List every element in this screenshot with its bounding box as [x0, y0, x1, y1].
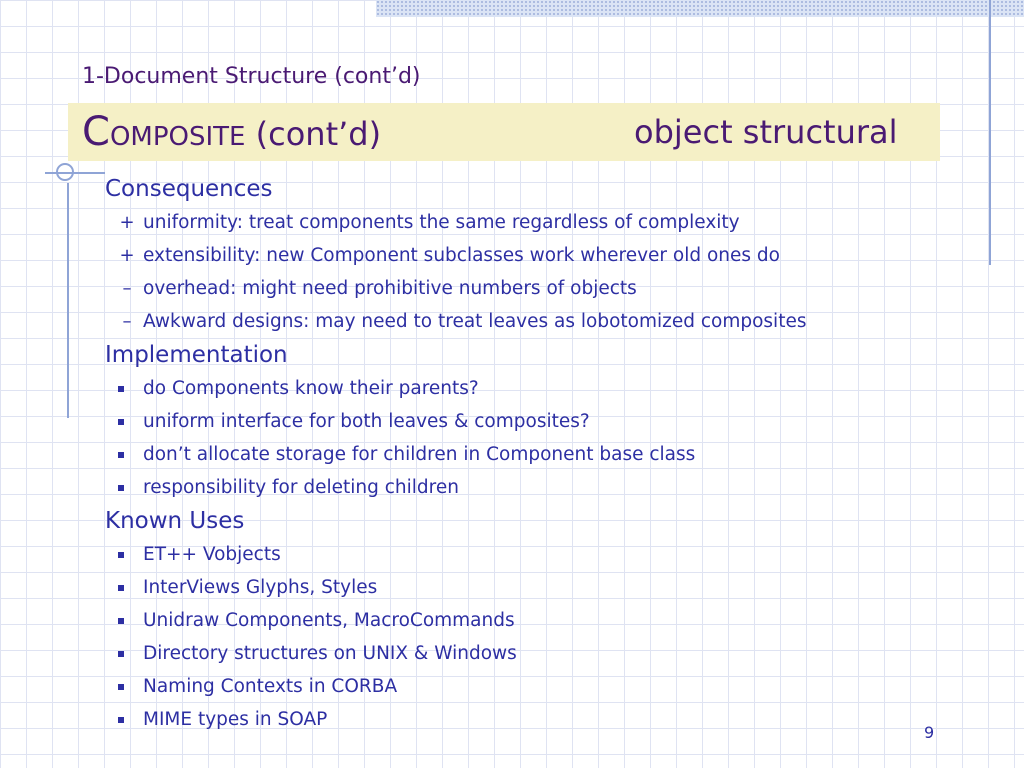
list-item: [105, 438, 985, 471]
page-number: 9: [924, 723, 935, 742]
list-item-text: Awkward designs: may need to treat leaves as lobotomized composites: [143, 311, 807, 332]
list-item-text: Directory structures on UNIX & Windows: [143, 643, 517, 664]
list-item: [105, 571, 985, 604]
square-bullet-icon: [118, 386, 124, 392]
list-item: [105, 637, 985, 670]
square-bullet-icon: [118, 485, 124, 491]
title-initial: C: [82, 109, 110, 155]
list-item-text: InterViews Glyphs, Styles: [143, 577, 378, 598]
list-item-text: MIME types in SOAP: [143, 709, 328, 730]
list-item-text: extensibility: new Component subclasses work wherever old ones do: [143, 245, 780, 266]
list-item: [105, 703, 985, 736]
square-bullet-icon: [118, 618, 124, 624]
plus-marker-icon: +: [119, 212, 135, 233]
square-bullet-icon: [118, 585, 124, 591]
section-heading: Implementation: [105, 342, 288, 368]
decorative-top-strip: [376, 0, 1024, 17]
slide-subtitle: 1-Document Structure (cont’d): [82, 64, 421, 89]
list-item-text: uniformity: treat components the same regardless of complexity: [143, 212, 740, 233]
list-item-text: ET++ Vobjects: [143, 544, 281, 565]
section-implementation: [105, 338, 985, 504]
title-rest: (cont’d): [245, 115, 382, 153]
section-heading: Consequences: [105, 176, 273, 202]
minus-marker-icon: –: [122, 311, 132, 332]
list-item: [105, 305, 985, 338]
list-item: [105, 405, 985, 438]
list-item-text: responsibility for deleting children: [143, 477, 459, 498]
decorative-right-line: [989, 0, 991, 265]
section-known-uses: [105, 504, 985, 736]
list-item: [105, 670, 985, 703]
slide-body: [105, 172, 985, 736]
list-item: [105, 471, 985, 504]
list-item-text: uniform interface for both leaves & composites?: [143, 411, 590, 432]
square-bullet-icon: [118, 717, 124, 723]
square-bullet-icon: [118, 684, 124, 690]
list-item-text: do Components know their parents?: [143, 378, 479, 399]
list-item: [105, 206, 985, 239]
decorative-left-line: [67, 183, 69, 418]
list-item-text: Unidraw Components, MacroCommands: [143, 610, 515, 631]
title-category: object structural: [634, 113, 898, 151]
title-small-caps: OMPOSITE: [109, 122, 246, 152]
list-item-text: overhead: might need prohibitive numbers of objects: [143, 278, 637, 299]
list-item: [105, 604, 985, 637]
section-heading: Known Uses: [105, 508, 245, 534]
list-item-text: don’t allocate storage for children in Component base class: [143, 444, 696, 465]
decorative-circle-icon: [56, 163, 74, 181]
square-bullet-icon: [118, 651, 124, 657]
square-bullet-icon: [118, 419, 124, 425]
square-bullet-icon: [118, 452, 124, 458]
list-item: [105, 372, 985, 405]
list-item-text: Naming Contexts in CORBA: [143, 676, 398, 697]
list-item: [105, 538, 985, 571]
plus-marker-icon: +: [119, 245, 135, 266]
list-item: [105, 272, 985, 305]
slide-title: [82, 104, 381, 165]
square-bullet-icon: [118, 552, 124, 558]
minus-marker-icon: –: [122, 278, 132, 299]
list-item: [105, 239, 985, 272]
section-consequences: [105, 172, 985, 338]
decorative-horizontal-line: [45, 172, 105, 174]
